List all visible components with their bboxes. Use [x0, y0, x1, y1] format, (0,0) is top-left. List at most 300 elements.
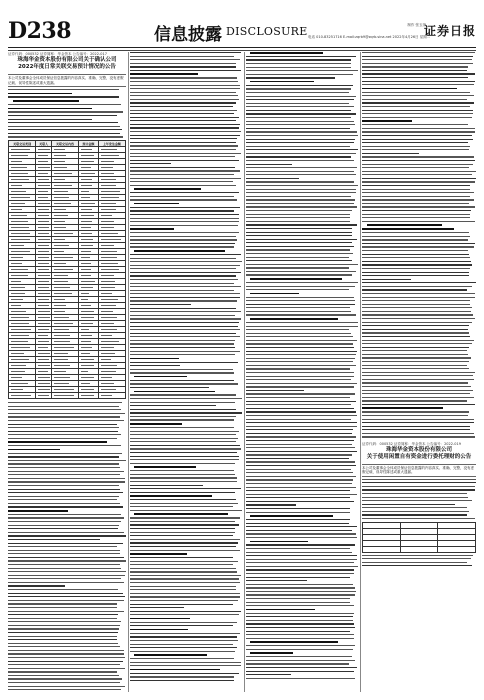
text-line: [246, 422, 357, 423]
text-line: [362, 404, 475, 405]
text-line: [8, 525, 119, 526]
text-line: [8, 546, 117, 547]
text-line: [362, 56, 473, 57]
text-line: [130, 607, 184, 608]
text-line: [130, 63, 236, 64]
cell-text-line: [11, 359, 29, 360]
text-line: [130, 495, 212, 497]
text-line: [8, 621, 121, 622]
text-line: [246, 562, 354, 563]
cell-text-line: [54, 149, 65, 150]
text-line: [130, 372, 234, 373]
cell-text-line: [54, 233, 73, 234]
text-line: [130, 524, 239, 525]
text-line: [130, 85, 240, 86]
text-line: [246, 483, 352, 484]
text-line: [246, 649, 353, 650]
cell-text-line: [54, 371, 66, 372]
text-line: [362, 343, 472, 344]
cell-text-line: [11, 299, 23, 300]
cell-text-line: [11, 161, 22, 162]
text-line: [246, 99, 354, 100]
text-line: [130, 261, 242, 262]
text-line: [8, 471, 124, 472]
text-line: [246, 260, 352, 261]
cell-text-line: [54, 275, 68, 276]
text-line: [130, 647, 237, 648]
cell-text-line: [81, 155, 94, 156]
text-line: [130, 110, 237, 111]
text-line: [130, 207, 240, 208]
text-line: [362, 117, 472, 118]
text-line: [130, 521, 235, 522]
text-line: [362, 314, 473, 315]
text-line: [362, 243, 475, 244]
text-line: [8, 126, 120, 127]
text-line: [130, 210, 234, 211]
cell-text-line: [81, 221, 92, 222]
text-line: [134, 654, 207, 656]
table-header-cell: 预计金额: [79, 141, 99, 147]
table-cell: [36, 393, 52, 399]
text-line: [362, 562, 467, 563]
cell-text-line: [81, 263, 91, 264]
text-line: [130, 503, 238, 504]
text-line: [246, 678, 355, 679]
text-line: [8, 682, 120, 683]
text-line: [246, 386, 354, 387]
text-line: [362, 286, 472, 287]
text-line: [8, 93, 72, 95]
text-line: [130, 456, 239, 457]
text-line: [362, 307, 472, 308]
text-line: [362, 206, 475, 207]
text-line: [8, 650, 124, 651]
text-line: [362, 507, 467, 508]
text-line: [130, 59, 240, 60]
text-line: [130, 405, 216, 406]
text-line: [130, 636, 237, 637]
text-line: [130, 622, 237, 623]
text-line: [8, 646, 120, 647]
text-line: [8, 575, 125, 576]
cell-text-line: [81, 359, 93, 360]
text-line: [8, 571, 126, 572]
cell-text-line: [101, 197, 119, 198]
text-line: [8, 402, 122, 403]
text-line: [246, 110, 351, 111]
text-line: [130, 640, 238, 641]
cell-text-line: [11, 233, 30, 234]
text-line: [8, 671, 117, 672]
cell-text-line: [38, 209, 49, 210]
text-line: [246, 85, 353, 86]
text-line: [130, 290, 234, 291]
announcement-title: 2022年度日常关联交易预计情况的公告: [18, 64, 116, 70]
cell-text-line: [11, 167, 27, 168]
text-line: [246, 224, 357, 225]
text-line: [246, 605, 354, 606]
text-line: [246, 246, 354, 247]
text-line: [362, 181, 475, 182]
text-line: [130, 593, 240, 594]
text-line: [130, 297, 240, 298]
announcement-code-line: 证券代码：000532 证券简称：华金资本 公告编号：2022-019: [362, 441, 461, 446]
text-line: [8, 481, 125, 482]
text-line: [246, 56, 356, 57]
text-line: [8, 628, 119, 629]
text-line: [130, 488, 241, 489]
text-line: [250, 318, 338, 320]
text-line: [362, 329, 468, 330]
text-line: [246, 103, 349, 104]
cell-text-line: [81, 293, 89, 294]
table-cell: [400, 546, 438, 552]
text-line: [246, 274, 352, 275]
text-line: [130, 575, 241, 576]
text-line: [362, 419, 474, 420]
text-line: [130, 387, 209, 388]
text-line: [130, 564, 233, 565]
text-line: [130, 517, 240, 518]
text-line: [246, 487, 356, 488]
text-line: [246, 178, 299, 179]
text-line: [362, 164, 473, 165]
cell-text-line: [38, 377, 49, 378]
table-body: [363, 522, 476, 552]
text-line: [130, 199, 237, 200]
text-line: [130, 419, 234, 420]
cell-text-line: [11, 305, 21, 306]
text-line: [8, 111, 123, 112]
text-line: [8, 625, 120, 626]
text-line: [246, 501, 354, 502]
newspaper-logo: 证券日报: [423, 24, 476, 38]
text-line: [246, 602, 350, 603]
cell-text-line: [54, 245, 70, 246]
text-line: [130, 225, 238, 226]
text-line: [246, 544, 355, 545]
text-line: [130, 131, 241, 132]
cell-text-line: [54, 317, 69, 318]
column-1: [8, 52, 126, 692]
text-line: [8, 431, 118, 432]
text-line: [246, 372, 354, 373]
text-line: [130, 673, 239, 674]
text-line: [362, 178, 476, 179]
text-line: [246, 242, 352, 243]
text-line: [130, 347, 235, 348]
text-line: [250, 652, 293, 654]
text-line: [362, 372, 475, 373]
text-line: [8, 593, 123, 594]
table-cell: [98, 393, 125, 399]
cell-text-line: [81, 299, 88, 300]
text-line: [362, 357, 471, 358]
text-line: [246, 124, 355, 125]
text-line: [362, 203, 469, 204]
text-line: [362, 146, 470, 147]
text-line: [246, 504, 296, 505]
cell-text-line: [101, 257, 118, 258]
text-line: [246, 555, 357, 556]
text-line: [362, 486, 475, 487]
announcement-notice: 本公司及董事会全体成员保证信息披露的内容真实、准确、完整，没有虚假记载、误导性陈述或重大遗漏。: [8, 74, 126, 87]
cell-text-line: [54, 257, 74, 258]
column-2: [130, 52, 242, 692]
cell-text-line: [38, 305, 49, 306]
text-line: [362, 110, 473, 111]
text-line: [130, 423, 182, 425]
text-line: [362, 264, 472, 265]
text-line: [130, 300, 237, 301]
text-line: [8, 129, 122, 130]
cell-text-line: [11, 221, 28, 222]
text-line: [130, 485, 203, 486]
text-line: [362, 84, 474, 85]
text-line: [130, 102, 236, 103]
text-line: [246, 429, 353, 430]
text-line: [130, 506, 233, 507]
text-line: [8, 550, 120, 551]
text-line: [8, 675, 119, 676]
text-line: [362, 261, 471, 262]
text-line: [246, 401, 356, 402]
text-line: [8, 406, 119, 407]
text-line: [246, 354, 356, 355]
text-line: [130, 561, 238, 562]
text-line: [246, 128, 350, 129]
cell-text-line: [38, 203, 50, 204]
text-line: [246, 383, 357, 384]
announcement-company: 珠海华金资本股份有限公司: [385, 446, 452, 453]
text-line: [246, 623, 354, 624]
text-line: [8, 564, 120, 565]
text-line: [8, 474, 120, 475]
text-line: [130, 578, 239, 579]
text-line: [246, 117, 351, 118]
text-line: [246, 580, 307, 581]
text-line: [130, 304, 191, 305]
text-line: [134, 250, 224, 252]
text-line: [250, 641, 337, 643]
announcement-body-text: [362, 52, 476, 438]
text-line: [8, 122, 118, 123]
text-line: [130, 354, 235, 355]
cell-text-line: [11, 203, 25, 204]
text-line: [362, 239, 468, 240]
text-line: [130, 163, 171, 164]
text-line: [362, 365, 467, 366]
text-line: [362, 236, 470, 237]
text-line: [8, 108, 92, 110]
cell-text-line: [54, 389, 74, 390]
text-line: [134, 188, 200, 190]
cell-text-line: [38, 293, 50, 294]
cell-text-line: [11, 287, 25, 288]
cell-text-line: [38, 275, 50, 276]
text-line: [246, 164, 292, 165]
text-line: [8, 492, 123, 493]
text-line: [130, 117, 239, 118]
text-line: [246, 156, 351, 157]
cell-text-line: [101, 395, 113, 396]
text-line: [130, 120, 236, 121]
text-line: [130, 81, 238, 82]
text-line: [130, 170, 240, 171]
text-line: [246, 228, 352, 229]
text-line: [130, 315, 235, 316]
text-line: [362, 160, 475, 161]
text-line: [246, 174, 356, 175]
cell-text-line: [11, 341, 28, 342]
cell-text-line: [101, 299, 119, 300]
text-line: [246, 526, 357, 527]
announcement-body-text: [362, 479, 476, 520]
text-line: [362, 565, 472, 566]
cell-text-line: [38, 161, 48, 162]
text-line: [130, 463, 235, 464]
text-line: [8, 416, 120, 417]
text-line: [130, 95, 238, 96]
cell-text-line: [11, 281, 21, 282]
text-line: [130, 236, 236, 237]
text-line: [8, 678, 122, 679]
text-line: [130, 448, 241, 449]
text-line: [8, 568, 121, 569]
text-line: [130, 106, 233, 107]
text-line: [246, 149, 358, 150]
text-line: [246, 397, 350, 398]
text-line: [246, 584, 353, 585]
cell-text-line: [54, 347, 74, 348]
text-line: [246, 74, 353, 75]
text-line: [246, 479, 353, 480]
text-line: [246, 533, 356, 534]
cell-text-line: [81, 395, 94, 396]
text-line: [8, 420, 124, 421]
text-line: [362, 300, 470, 301]
cell-text-line: [38, 185, 49, 186]
text-line: [130, 398, 242, 399]
text-line: [246, 523, 349, 524]
cell-text-line: [38, 215, 49, 216]
section-title-cn: 信息披露: [154, 25, 222, 45]
cell-text-line: [54, 221, 65, 222]
text-line: [246, 361, 353, 362]
text-line: [130, 243, 235, 244]
text-line: [246, 96, 356, 97]
page-number: D238: [8, 18, 72, 44]
text-line: [362, 88, 457, 90]
text-line: [246, 512, 350, 513]
text-line: [130, 258, 236, 259]
text-line: [246, 329, 349, 330]
text-line: [8, 119, 92, 120]
cell-text-line: [54, 341, 70, 342]
text-line: [246, 351, 357, 352]
text-line: [246, 264, 358, 265]
text-line: [246, 189, 356, 190]
text-line: [246, 221, 350, 222]
text-line: [246, 232, 352, 233]
text-line: [130, 568, 236, 569]
table-header-cell: 关联交易内容: [51, 141, 78, 147]
cell-text-line: [38, 257, 49, 258]
text-line: [8, 589, 118, 590]
text-line: [130, 445, 240, 446]
text-line: [8, 582, 124, 583]
text-line: [8, 506, 123, 507]
text-line: [362, 167, 469, 168]
text-line: [246, 297, 354, 298]
text-line: [246, 591, 356, 592]
text-line: [246, 304, 355, 305]
cell-text-line: [81, 149, 92, 150]
text-line: [362, 99, 467, 100]
text-line: [362, 422, 474, 423]
cell-text-line: [101, 383, 115, 384]
text-line: [8, 607, 117, 608]
text-line: [130, 662, 241, 663]
text-line: [362, 106, 470, 107]
cell-text-line: [101, 269, 119, 270]
text-line: [246, 461, 355, 462]
cell-text-line: [81, 389, 94, 390]
cell-text-line: [81, 317, 94, 318]
cell-text-line: [81, 377, 94, 378]
cell-text-line: [81, 227, 91, 228]
text-line: [130, 539, 240, 540]
text-line: [362, 479, 476, 480]
text-line: [362, 254, 469, 255]
text-line: [246, 253, 353, 254]
text-line: [362, 131, 475, 132]
text-line: [130, 651, 235, 652]
cell-text-line: [81, 275, 91, 276]
cell-text-line: [38, 317, 49, 318]
text-line: [362, 156, 474, 157]
text-line: [130, 340, 235, 341]
text-line: [246, 454, 352, 455]
text-line: [246, 645, 355, 646]
text-line: [130, 293, 240, 294]
text-line: [246, 490, 350, 491]
cell-text-line: [11, 389, 23, 390]
text-line: [130, 481, 237, 482]
text-line: [130, 535, 233, 536]
text-line: [362, 139, 473, 140]
cell-text-line: [81, 341, 91, 342]
text-line: [362, 293, 475, 294]
cell-text-line: [101, 353, 115, 354]
text-line: [13, 100, 80, 102]
text-line: [362, 497, 468, 498]
text-line: [246, 415, 357, 416]
cell-text-line: [54, 365, 70, 366]
text-line: [130, 92, 236, 93]
cell-text-line: [81, 383, 89, 384]
text-line: [362, 192, 474, 193]
text-line: [130, 343, 234, 344]
cell-text-line: [11, 275, 28, 276]
cell-text-line: [81, 245, 93, 246]
cell-text-line: [11, 179, 29, 180]
text-line: [246, 322, 358, 323]
text-line: [130, 611, 241, 612]
text-line: [367, 224, 443, 226]
text-line: [246, 181, 354, 182]
